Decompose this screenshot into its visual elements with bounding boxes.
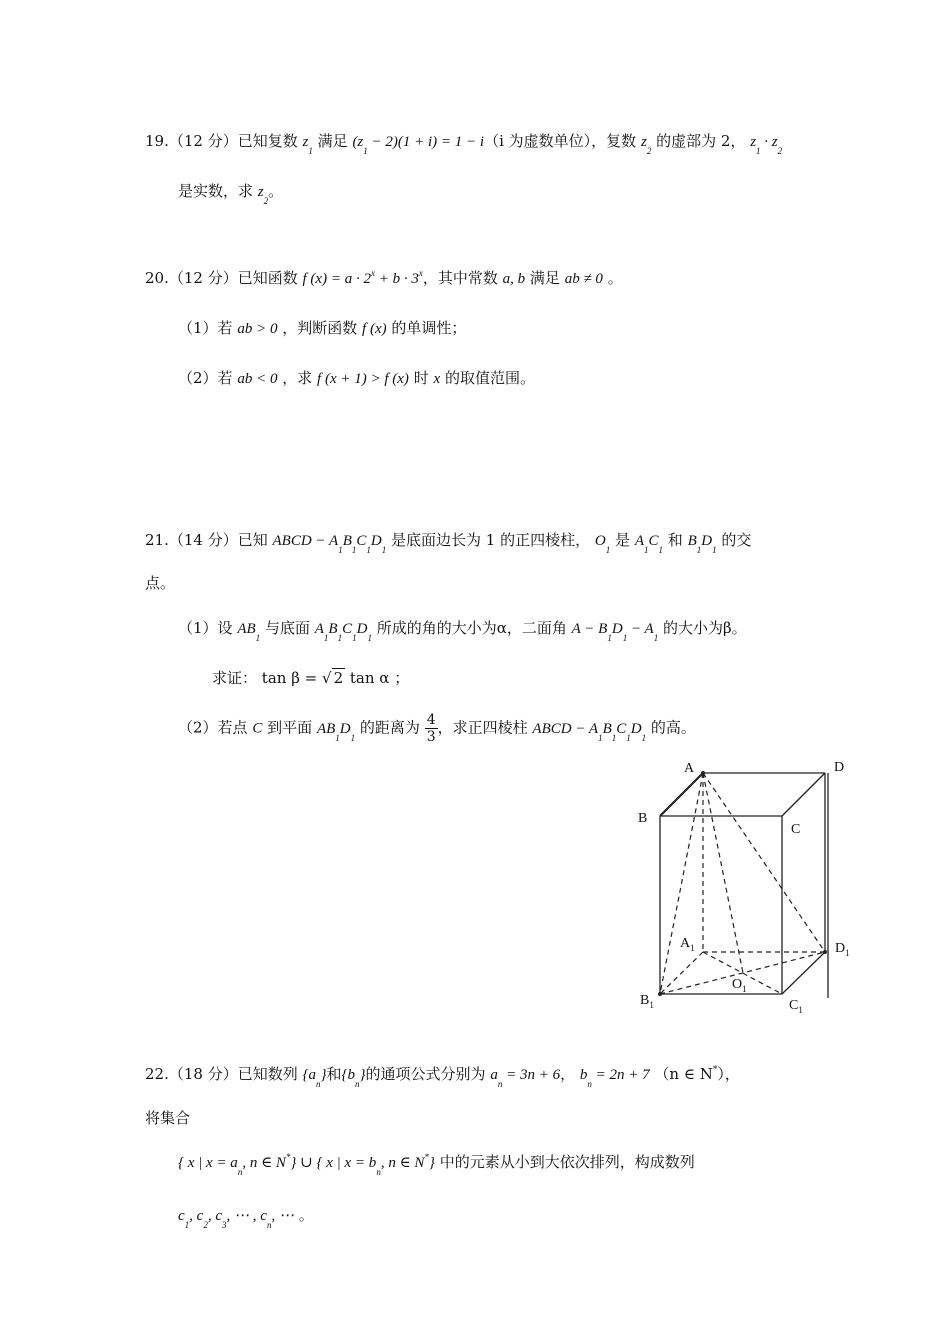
question-text: 若 bbox=[217, 369, 233, 387]
question-text: 的大小为β。 bbox=[662, 619, 747, 637]
math-expression: ab > 0 bbox=[237, 321, 278, 337]
label-O1: $O_1$ bbox=[732, 977, 747, 994]
math-expression: tan β = bbox=[261, 669, 318, 687]
problem-21-text: 是 bbox=[615, 531, 631, 549]
vertex-dots bbox=[658, 771, 827, 996]
problem-22-score: （18 分） bbox=[168, 1065, 238, 1083]
problem-22-text: ， bbox=[560, 1065, 576, 1083]
math-C: C bbox=[252, 720, 263, 737]
problem-22-line4 bbox=[178, 1205, 314, 1230]
problem-22-text: 的通项公式分别为 bbox=[365, 1065, 486, 1083]
problem-22-text: 中的元素从小到大依次排列，构成数列 bbox=[439, 1153, 695, 1171]
math-prism: ABCD − $A_1B_1C_1D_1$ bbox=[532, 720, 647, 743]
dashed-edges bbox=[660, 773, 825, 994]
math-z2: $z_2$ bbox=[257, 184, 269, 206]
problem-19-text: 。 bbox=[268, 182, 284, 200]
problem-19-number: 19. bbox=[145, 132, 169, 150]
math-z1-z2: $z_1 \cdot z_2$ bbox=[750, 134, 783, 156]
math-an: $a_n = 3n + 6$ bbox=[490, 1067, 561, 1089]
problem-19-text: 已知复数 bbox=[237, 132, 298, 150]
problem-20-text: 已知函数 bbox=[237, 269, 298, 287]
problem-20-text: 满足 bbox=[529, 269, 560, 287]
problem-22-line1 bbox=[145, 1064, 740, 1087]
label-A: A bbox=[684, 761, 695, 776]
math-z2: $z_2$ bbox=[640, 134, 652, 156]
math-expression: ab < 0 bbox=[237, 371, 278, 387]
label-C1: $C_1$ bbox=[789, 998, 803, 1015]
label-B: B bbox=[638, 811, 648, 826]
problem-21-text: 点。 bbox=[145, 574, 176, 592]
math-seq-c: $c_1$, $c_2$, $c_3$, ⋯ , $c_n$, ⋯ bbox=[178, 1208, 294, 1230]
problem-19-text: ，复数 bbox=[591, 132, 637, 150]
problem-21-text: 的交 bbox=[721, 531, 752, 549]
solid-edges bbox=[660, 773, 828, 998]
math-set-union: { x | $x = a_n$, n ∈ N*} ∪ { x | $x = b_n$, n ∈ N*} bbox=[178, 1152, 435, 1177]
problem-20-q2 bbox=[178, 368, 535, 389]
question-text: 设 bbox=[217, 619, 233, 637]
label-A1: $A_1$ bbox=[680, 936, 695, 953]
problem-19-score: （12 分） bbox=[168, 132, 238, 150]
fraction-4-3: $\frac{4}{3}$ bbox=[426, 712, 436, 745]
question-text: 时 bbox=[413, 369, 429, 387]
question-text: ，求 bbox=[282, 369, 313, 387]
question-text: 的单调性； bbox=[391, 319, 467, 337]
problem-19-text: 的虚部为 2， bbox=[656, 132, 746, 150]
math-plane: $AB_1D_1$ bbox=[316, 720, 356, 743]
problem-22-text: 已知数列 bbox=[237, 1065, 298, 1083]
problem-21-line2 bbox=[145, 573, 175, 593]
question-text: ； bbox=[394, 669, 410, 687]
math-expression: f (x) bbox=[362, 321, 387, 337]
problem-20-q1 bbox=[178, 318, 466, 339]
problem-19-text: （i 为虚数单位） bbox=[484, 132, 592, 150]
problem-21-text: 和 bbox=[667, 531, 683, 549]
question-text: 的高。 bbox=[650, 718, 696, 737]
problem-21-q2 bbox=[178, 712, 696, 745]
math-B1D1: $B_1D_1$ bbox=[687, 533, 717, 555]
math-O1: $O_1$ bbox=[594, 533, 611, 555]
problem-22-text: 。 bbox=[298, 1206, 314, 1224]
problem-20-text: ，其中常数 bbox=[422, 269, 498, 287]
problem-22-number: 22. bbox=[145, 1065, 169, 1083]
question-text: 所成的角的大小为α，二面角 bbox=[376, 619, 567, 637]
question-number: （1） bbox=[178, 319, 218, 337]
math-seq-b: $\{b_n\}$ bbox=[341, 1067, 366, 1089]
math-AB1: $AB_1$ bbox=[237, 621, 261, 643]
math-equation: $(z_1 - 2)(1 + i) = 1 - i$ bbox=[352, 134, 485, 156]
problem-21-text: 是底面边长为 1 的正四棱柱， bbox=[391, 531, 591, 549]
label-D: D bbox=[834, 760, 845, 775]
question-text: 与底面 bbox=[264, 619, 310, 637]
problem-21-line1 bbox=[145, 530, 752, 555]
question-text: ，判断函数 bbox=[282, 319, 358, 337]
math-bn: $b_n = 2n + 7$ bbox=[579, 1067, 650, 1089]
math-expression: f (x + 1) > f (x) bbox=[317, 371, 409, 387]
problem-20-text: 。 bbox=[607, 269, 623, 287]
question-number: （1） bbox=[178, 619, 218, 637]
problem-21-proof bbox=[212, 668, 409, 688]
question-number: （2） bbox=[178, 718, 218, 737]
question-text: 到平面 bbox=[267, 718, 313, 737]
math-condition: （n ∈ N*）， bbox=[654, 1065, 740, 1083]
problem-20-score: （12 分） bbox=[168, 269, 238, 287]
math-x: x bbox=[433, 371, 441, 387]
problem-21-score: （14 分） bbox=[168, 531, 238, 549]
problem-22-text: 将集合 bbox=[145, 1109, 191, 1127]
math-A1C1: $A_1C_1$ bbox=[634, 533, 663, 555]
problem-20-line1 bbox=[145, 268, 623, 290]
label-B1: $B_1$ bbox=[640, 993, 654, 1010]
problem-19-line2 bbox=[178, 181, 284, 206]
proof-label: 求证： bbox=[212, 669, 258, 687]
problem-22-text: 和 bbox=[326, 1065, 342, 1083]
math-dihedral: $A - B_1D_1 - A_1$ bbox=[571, 621, 659, 643]
question-text: 若点 bbox=[217, 718, 248, 737]
question-text: 的取值范围。 bbox=[444, 369, 535, 387]
problem-21-number: 21. bbox=[145, 531, 169, 549]
math-seq-a: $\{a_n\}$ bbox=[302, 1067, 327, 1089]
question-text: 的距离为 bbox=[359, 718, 420, 737]
question-text: ，求正四棱柱 bbox=[437, 718, 528, 737]
problem-22-line2 bbox=[145, 1108, 190, 1128]
prism-figure bbox=[600, 750, 870, 1030]
problem-21-text: 已知 bbox=[237, 531, 268, 549]
math-base: $A_1B_1C_1D_1$ bbox=[314, 621, 372, 643]
sqrt-2: √ 2 bbox=[322, 669, 344, 687]
label-C: C bbox=[791, 822, 801, 837]
math-function: f $(x) = a \cdot 2^x + b \cdot 3^x$ bbox=[302, 268, 423, 287]
problem-21-q1 bbox=[178, 618, 747, 643]
problem-20-number: 20. bbox=[145, 269, 169, 287]
problem-22-line3 bbox=[178, 1152, 695, 1177]
math-expression: tan α bbox=[349, 669, 390, 687]
math-condition: ab ≠ 0 bbox=[564, 271, 603, 287]
problem-19-text: 是实数，求 bbox=[178, 182, 254, 200]
question-number: （2） bbox=[178, 369, 218, 387]
math-z1: $z_1$ bbox=[302, 134, 313, 156]
math-ab: a, b bbox=[502, 271, 526, 287]
label-D1: $D_1$ bbox=[835, 941, 850, 958]
problem-19-text: 满足 bbox=[317, 132, 348, 150]
math-prism: ABCD − $A_1B_1C_1D_1$ bbox=[272, 533, 387, 555]
question-text: 若 bbox=[217, 319, 233, 337]
problem-19-line1 bbox=[145, 131, 783, 156]
